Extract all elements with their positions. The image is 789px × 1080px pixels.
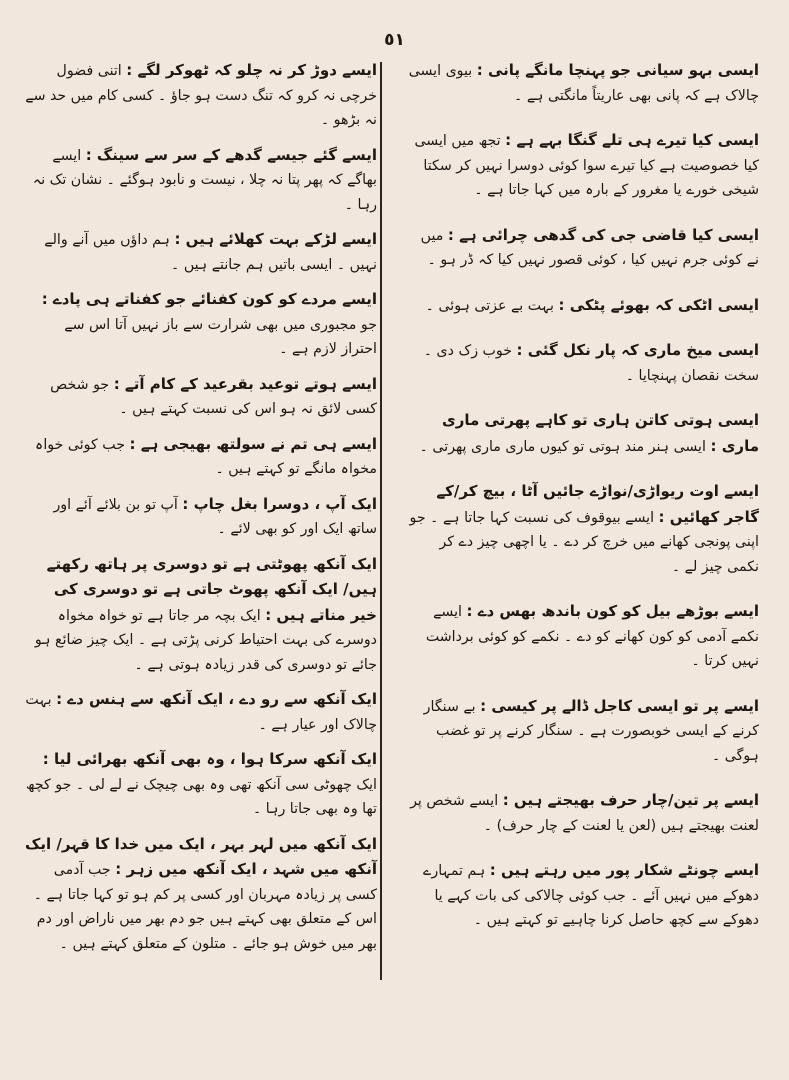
idiom-headword: ایسے بوڑھے بیل کو کون باندھ بھس دے : — [466, 602, 759, 620]
idiom-headword: ایسی ہوتی کاتن ہاری تو کاہے پھرتی ماری ماری : — [441, 411, 759, 455]
list-item — [407, 479, 759, 579]
list-item — [25, 492, 377, 542]
idiom-headword: ایسی اٹکی کہ بھوئے پٹکی : — [558, 295, 759, 314]
idiom-meaning: اتنی فضول خرچی نہ کرو کہ تنگ دست ہو جاؤ ۔ کسی کام میں حد سے نہ بڑھو ۔ — [25, 63, 377, 128]
idiom-headword: ایسے لڑکے بہت کھلائے ہیں : — [174, 230, 377, 248]
idiom-meaning: خوب زک دی ۔ سخت نقصان پہنچایا ۔ — [423, 343, 759, 384]
idiom-meaning: ایسے بیوقوف کی نسبت کہا جاتا ہے ۔ جو اپنی پونجی کھانے میں خرچ کر دے ۔ یا اچھی چیز دے کر نکمی چیز لے ۔ — [409, 509, 759, 575]
list-item — [407, 58, 759, 108]
left-column — [25, 58, 377, 966]
idiom-meaning: ایک بچہ مر جاتا ہے تو خواہ مخواہ دوسرے کی بہت احتیاط کرنی پڑتی ہے ۔ ایک چیز ضائع ہو جائے تو دوسری کی قدر زیادہ ہوتی ہے ۔ — [34, 607, 377, 673]
page-number: ٥١ — [384, 30, 405, 50]
list-item — [407, 694, 759, 769]
idiom-headword: ایسے ہی تم نے سولتھ بھیجی ہے : — [129, 434, 377, 453]
idiom-headword: ایسے پر تین/چار حرف بھیجتے ہیں : — [502, 791, 759, 809]
idiom-headword: ایسی کیا قاضی جی کی گدھی چرائی ہے : — [447, 225, 759, 244]
idiom-headword: ایک آپ ، دوسرا بغل چاپ : — [182, 494, 377, 513]
idiom-meaning: تجھ میں ایسی کیا خصوصیت ہے کیا تیرے سوا کوئی دوسرا نہیں کر سکتا شیخی خورے یا مغرور کے بارہ میں کہا جاتا ہے ۔ — [414, 133, 759, 198]
list-item — [407, 293, 759, 319]
idiom-headword: ایک آنکھ سے رو دے ، ایک آنکھ سے ہنس دے : — [56, 690, 377, 708]
idiom-headword: ایسے مردے کو کون کفنائے جو کفناتے ہی پادے : — [41, 290, 377, 308]
idiom-headword: ایسے گئے جیسے گدھے کے سر سے سینگ : — [85, 145, 377, 164]
column-divider — [380, 62, 382, 980]
idiom-headword: ایسی میخ ماری کہ پار نکل گئی : — [516, 341, 759, 359]
idiom-headword: ایسے دوڑ کر نہ چلو کہ ٹھوکر لگے : — [126, 61, 377, 79]
list-item — [25, 227, 377, 277]
idiom-meaning: میں نے کوئی جرم نہیں کیا ، کوئی قصور نہیں کیا کہ ڈر ہو ۔ — [420, 227, 759, 268]
list-item — [407, 599, 759, 674]
idiom-meaning: ایسے شخص پر لعنت بھیجتے ہیں (لعن یا لعنت کے چار حرف) ۔ — [410, 793, 759, 834]
list-item — [25, 687, 377, 737]
idiom-headword: ایسی کیا تیرے ہی تلے گنگا بہے ہے : — [505, 131, 759, 149]
list-item — [407, 338, 759, 388]
idiom-headword: ایک آنکھ میں لہر بہر ، ایک میں خدا کا قہر/ ایک آنکھ میں شہد ، ایک آنکھ میں زہر : — [25, 834, 377, 878]
right-column — [407, 58, 759, 953]
list-item — [407, 223, 759, 273]
idiom-headword: ایسے چونٹے شکار پور میں رہتے ہیں : — [489, 861, 759, 879]
idiom-headword: ایسی بہو سیانی جو پہنچا مانگے پانی : — [476, 61, 759, 79]
idiom-meaning: ایسے بھاگے کہ پھر پتا نہ چلا ، نیست و نابود ہوگئے ۔ نشان تک نہ رہا ۔ — [32, 147, 377, 213]
idiom-headword: ایک آنکھ پھوٹتی ہے تو دوسری پر ہاتھ رکھتے ہیں/ ایک آنکھ پھوٹ جاتی ہے تو دوسری کی خیر مناتے ہیں : — [46, 554, 377, 624]
list-item — [407, 128, 759, 203]
list-item — [25, 552, 377, 678]
list-item — [25, 372, 377, 422]
idiom-meaning: بہت چالاک اور عیار ہے ۔ — [25, 692, 377, 733]
list-item — [25, 747, 377, 822]
idiom-meaning: جب آدمی کسی پر زیادہ مہربان اور کسی پر کم ہو تو کہا جاتا ہے ۔ اس کے متعلق بھی کہتے ہیں جو دم بھر میں ناراض اور دم بھر میں خوش ہو جائے ۔ متلون کے متعلق کہتے ہیں ۔ — [33, 862, 377, 952]
idiom-meaning: جو مجبوری میں بھی شرارت سے باز نہیں آتا اس سے احتراز لازم ہے ۔ — [64, 316, 377, 357]
list-item — [407, 408, 759, 459]
idiom-meaning: ہم داؤں میں آنے والے نہیں ۔ ایسی باتیں ہم جانتے ہیں ۔ — [44, 232, 377, 273]
list-item — [25, 287, 377, 362]
idiom-meaning: بہت بے عزتی ہوئی ۔ — [425, 297, 554, 314]
idiom-meaning: ہم تمہارے دھوکے میں نہیں آئے ۔ جب کوئی چالاکی کی بات کہے یا دھوکے سے کچھ حاصل کرنا چاہیے تو کہتے ہیں ۔ — [423, 863, 759, 928]
idiom-meaning: بے سنگار کرنے کے ایسی خوبصورت ہے ۔ سنگار کرنے پر تو غضب ہوگی ۔ — [423, 698, 759, 764]
list-item — [25, 143, 377, 218]
idiom-meaning: ایسی ہنر مند ہوتی تو کیوں ماری ماری پھرتی ۔ — [419, 438, 706, 455]
idiom-headword: ایسے ہوتے توعید بقرعید کے کام آتے : — [113, 374, 377, 393]
idiom-meaning: بیوی ایسی چالاک ہے کہ پانی بھی عاریتاً مانگتی ہے ۔ — [408, 63, 759, 104]
list-item — [25, 432, 377, 482]
idiom-meaning: ایسے نکمے آدمی کو کون کھانے کو دے ۔ نکمے کو کوئی برداشت نہیں کرتا ۔ — [425, 604, 759, 669]
idiom-headword: ایسے اوت ریواڑی/نواڑے جائیں آٹا ، بیچ کر/کے گاجر کھائیں : — [436, 482, 759, 526]
idiom-meaning: ایک چھوٹی سی آنکھ تھی وہ بھی چیچک نے لے لی ۔ جو کچھ تھا وہ بھی جاتا رہا ۔ — [25, 776, 377, 817]
idiom-meaning: آپ تو بن بلائے آئے اور ساتھ ایک اور کو بھی لائے ۔ — [53, 496, 377, 537]
idiom-headword: ایک آنکھ سرکا ہوا ، وہ بھی آنکھ بھرائی لیا : — [42, 750, 377, 768]
list-item — [407, 858, 759, 933]
list-item — [25, 832, 377, 957]
idiom-meaning: جو شخص کسی لائق نہ ہو اس کی نسبت کہتے ہیں ۔ — [50, 376, 377, 417]
list-item — [407, 788, 759, 838]
list-item — [25, 58, 377, 133]
idiom-headword: ایسے پر تو ایسی کاجل ڈالے پر کیسی : — [480, 696, 759, 715]
idiom-meaning: جب کوئی خواہ مخواہ مانگے تو کہتے ہیں ۔ — [35, 436, 377, 477]
